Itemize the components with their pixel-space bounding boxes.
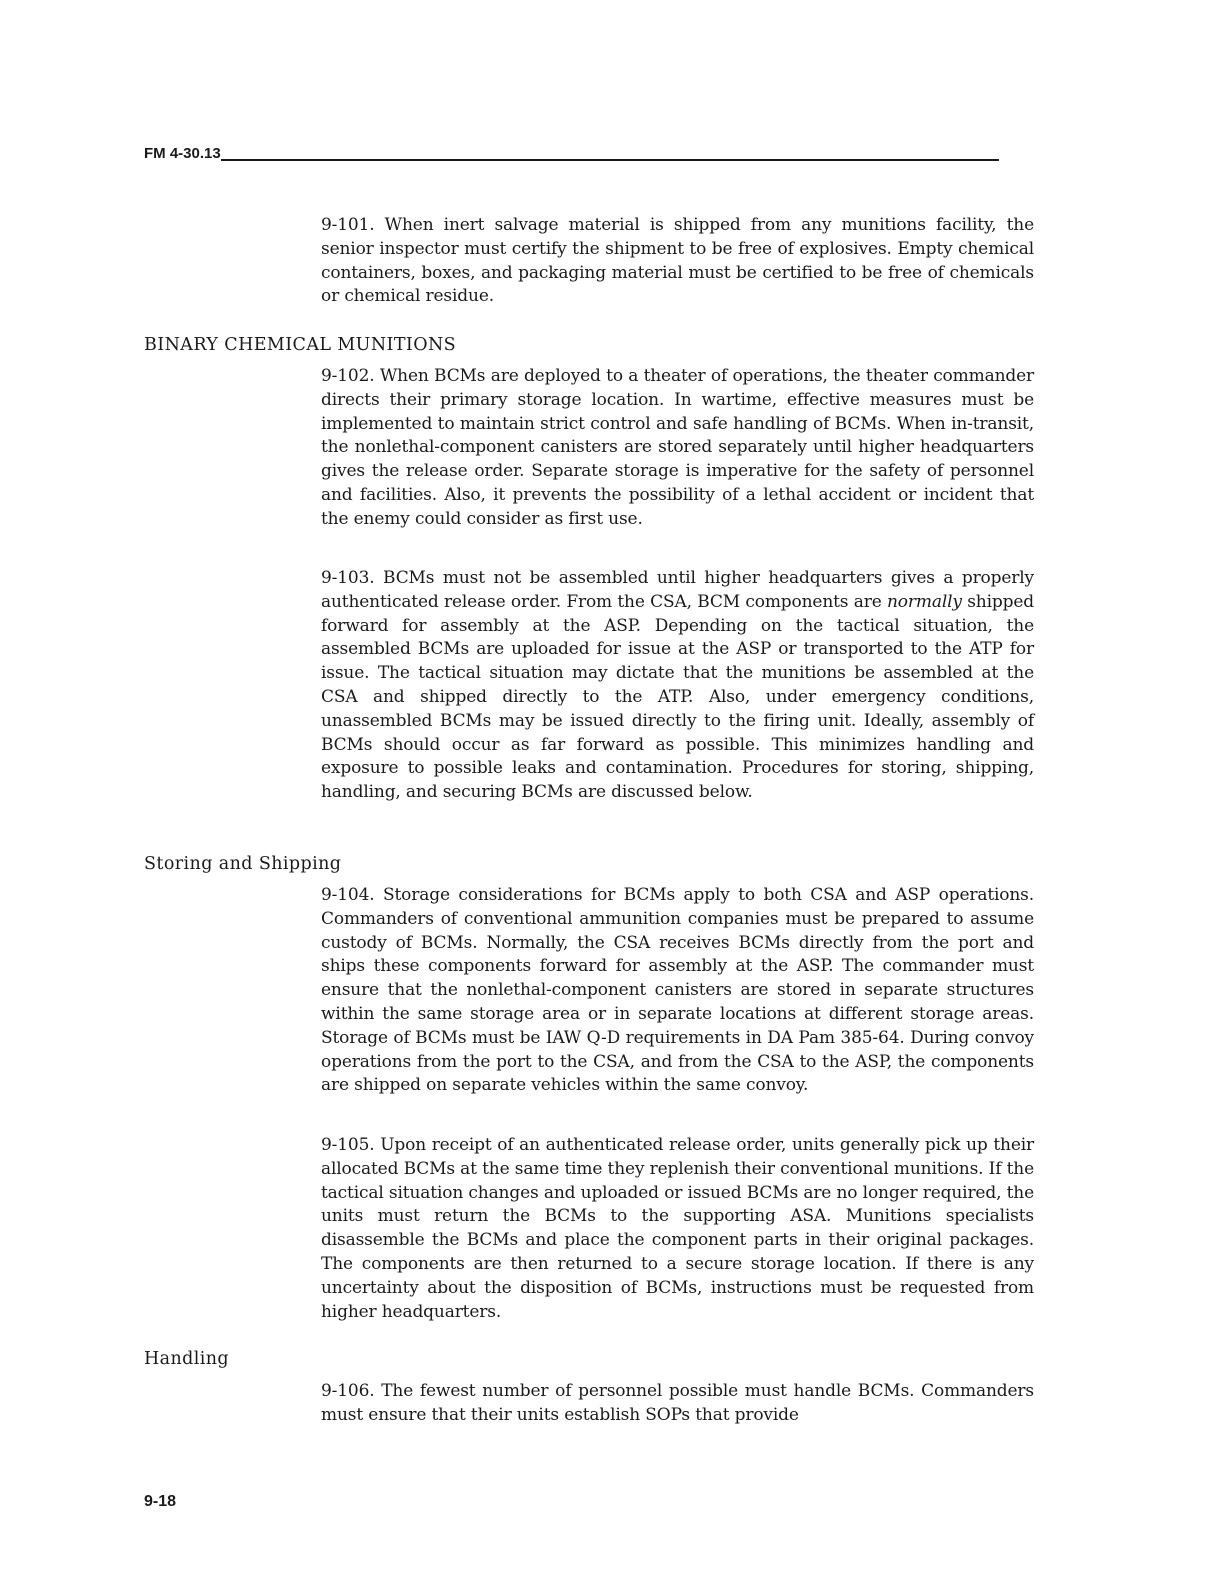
document-id: FM 4-30.13 [144, 145, 221, 162]
paragraph-9-103-part-2: shipped forward for assembly at the ASP. Depending on the tactical situation, the assembled BCMs are uploaded for issue at the ASP or transported to the ATP for issue. The tactical situation may dictate that the munitions be assembled at the CSA and shipped directly to the ATP. Also, under emergency conditions, unassembled BCMs may be issued directly to the firing unit. Ideally, assembly of BCMs should occur as far forward as possible. This minimizes handling and exposure to possible leaks and contamination. Procedures for storing, shipping, handling, and securing BCMs are discussed below. [321, 591, 1034, 803]
paragraph-9-102: 9-102. When BCMs are deployed to a theater of operations, the theater commander directs their primary storage location. In wartime, effective measures must be implemented to maintain strict control and safe handling of BCMs. When in-transit, the nonlethal-component canisters are stored separately until higher headquarters gives the release order. Separate storage is imperative for the safety of personnel and facilities. Also, it prevents the possibility of a lethal accident or incident that the enemy could consider as first use. [321, 366, 1034, 529]
paragraph-9-103-emphasis: normally [887, 591, 962, 612]
paragraph-9-103-part-1: 9-103. BCMs must not be assembled until higher headquarters gives a properly authenticated release order. From the CSA, BCM components are [321, 568, 1034, 612]
section-heading-binary-chemical-munitions: BINARY CHEMICAL MUNITIONS [144, 335, 457, 355]
paragraph-9-103 [321, 567, 1034, 805]
page-number: 9-18 [144, 1493, 177, 1510]
running-header [144, 143, 999, 163]
paragraph-9-104: 9-104. Storage considerations for BCMs apply to both CSA and ASP operations. Commanders of conventional ammunition companies must be prepared to assume custody of BCMs. Normally, the CSA receives BCMs directly from the port and ships these components forward for assembly at the ASP. The commander must ensure that the nonlethal-component canisters are stored in separate structures within the same storage area or in separate locations at different storage areas. Storage of BCMs must be IAW Q-D requirements in DA Pam 385-64. During convoy operations from the port to the CSA, and from the CSA to the ASP, the components are shipped on separate vehicles within the same convoy. [321, 885, 1034, 1096]
paragraph-9-105: 9-105. Upon receipt of an authenticated release order, units generally pick up their allocated BCMs at the same time they replenish their conventional munitions. If the tactical situation changes and uploaded or issued BCMs are no longer required, the units must return the BCMs to the supporting ASA. Munitions specialists disassemble the BCMs and place the component parts in their original packages. The components are then returned to a secure storage location. If there is any uncertainty about the disposition of BCMs, instructions must be requested from higher headquarters. [321, 1135, 1035, 1322]
subsection-heading-handling: Handling [144, 1349, 230, 1369]
paragraph-9-106: 9-106. The fewest number of personnel possible must handle BCMs. Commanders must ensure that their units establish SOPs that provide [321, 1381, 1034, 1425]
subsection-heading-storing-and-shipping: Storing and Shipping [144, 854, 342, 874]
header-rule [221, 159, 999, 161]
paragraph-9-101: 9-101. When inert salvage material is shipped from any munitions facility, the senior inspector must certify the shipment to be free of explosives. Empty chemical containers, boxes, and packaging material must be certified to be free of chemicals or chemical residue. [321, 215, 1034, 307]
